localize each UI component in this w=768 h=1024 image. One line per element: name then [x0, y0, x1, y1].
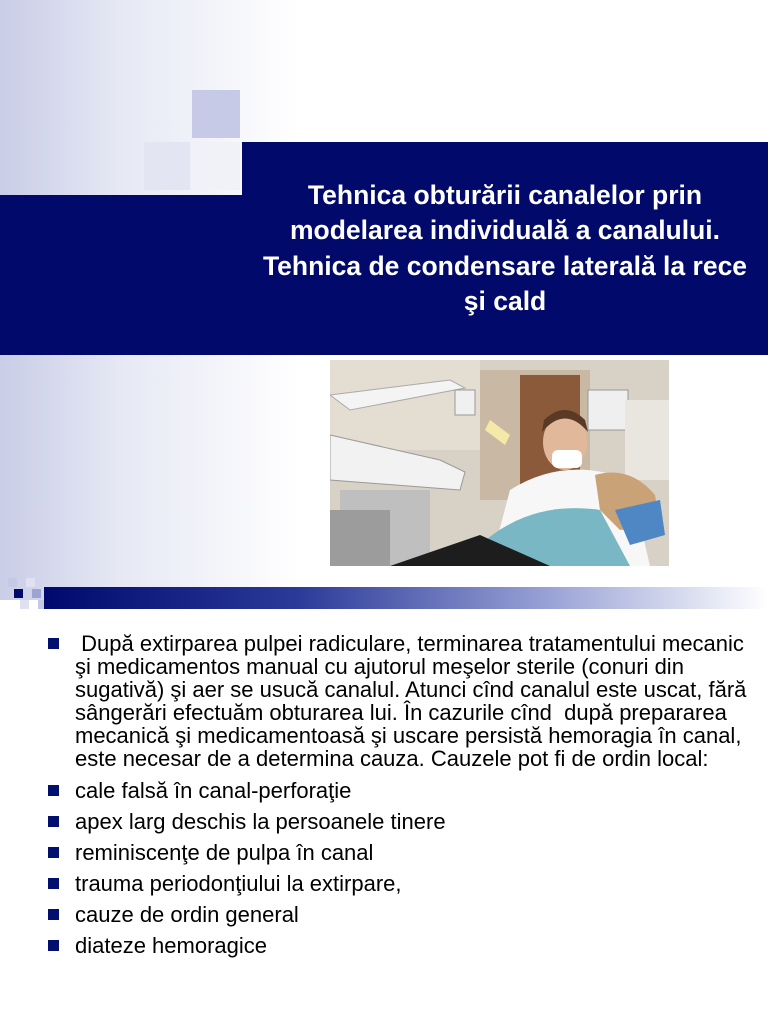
list-item — [48, 841, 748, 864]
square-bullet-icon — [48, 785, 59, 796]
square-bullet-icon — [48, 816, 59, 827]
list-item — [48, 810, 748, 833]
list-item — [48, 872, 748, 895]
list-item-text: cale falsă în canal-perforaţie — [75, 778, 352, 803]
list-item-text: apex larg deschis la persoanele tinere — [75, 809, 446, 834]
square-bullet-icon — [48, 638, 59, 649]
divider-square — [26, 578, 35, 587]
list-item — [48, 631, 753, 771]
list-item-text: După extirparea pulpei radiculare, terminarea tratamentului mecanic şi medicamentos manual cu ajutorul meşelor sterile (conuri din sugativă) şi aer se usucă canalul. Atunci cînd canalul este uscat, fără sângerări efectuăm obturarea lui. În cazurile cînd după prepararea mecanică şi medicamentoasă şi uscare persistă hemoragia în canal, este necesar de a determina cauza. Cauzele pot fi de ordin local: — [75, 631, 753, 771]
square-bullet-icon — [48, 878, 59, 889]
dental-office-photo — [330, 360, 669, 566]
list-item-text: diateze hemoragice — [75, 933, 268, 958]
dental-office-photo-icon — [330, 360, 669, 566]
list-item — [48, 903, 748, 926]
divider-square — [8, 578, 17, 587]
square-bullet-icon — [48, 847, 59, 858]
decor-square — [144, 142, 190, 190]
list-item — [48, 934, 748, 957]
decor-square — [192, 142, 240, 190]
divider-square — [20, 600, 29, 609]
divider-square — [32, 589, 41, 598]
square-bullet-icon — [48, 909, 59, 920]
bullet-list — [48, 631, 753, 965]
list-item-text: reminiscenţe de pulpa în canal — [75, 840, 374, 865]
square-bullet-icon — [48, 940, 59, 951]
list-item-text: cauze de ordin general — [75, 902, 299, 927]
decor-square — [192, 90, 240, 138]
list-item-text: trauma periodonţiului la extirpare, — [75, 871, 402, 896]
list-item — [48, 779, 748, 802]
divider-square — [14, 589, 23, 598]
divider-bar — [44, 587, 768, 609]
title-box — [242, 142, 768, 355]
slide-title: Tehnica obturării canalelor prin modelarea individuală a canalului. Tehnica de condensare laterală la rece şi cald — [262, 179, 748, 316]
